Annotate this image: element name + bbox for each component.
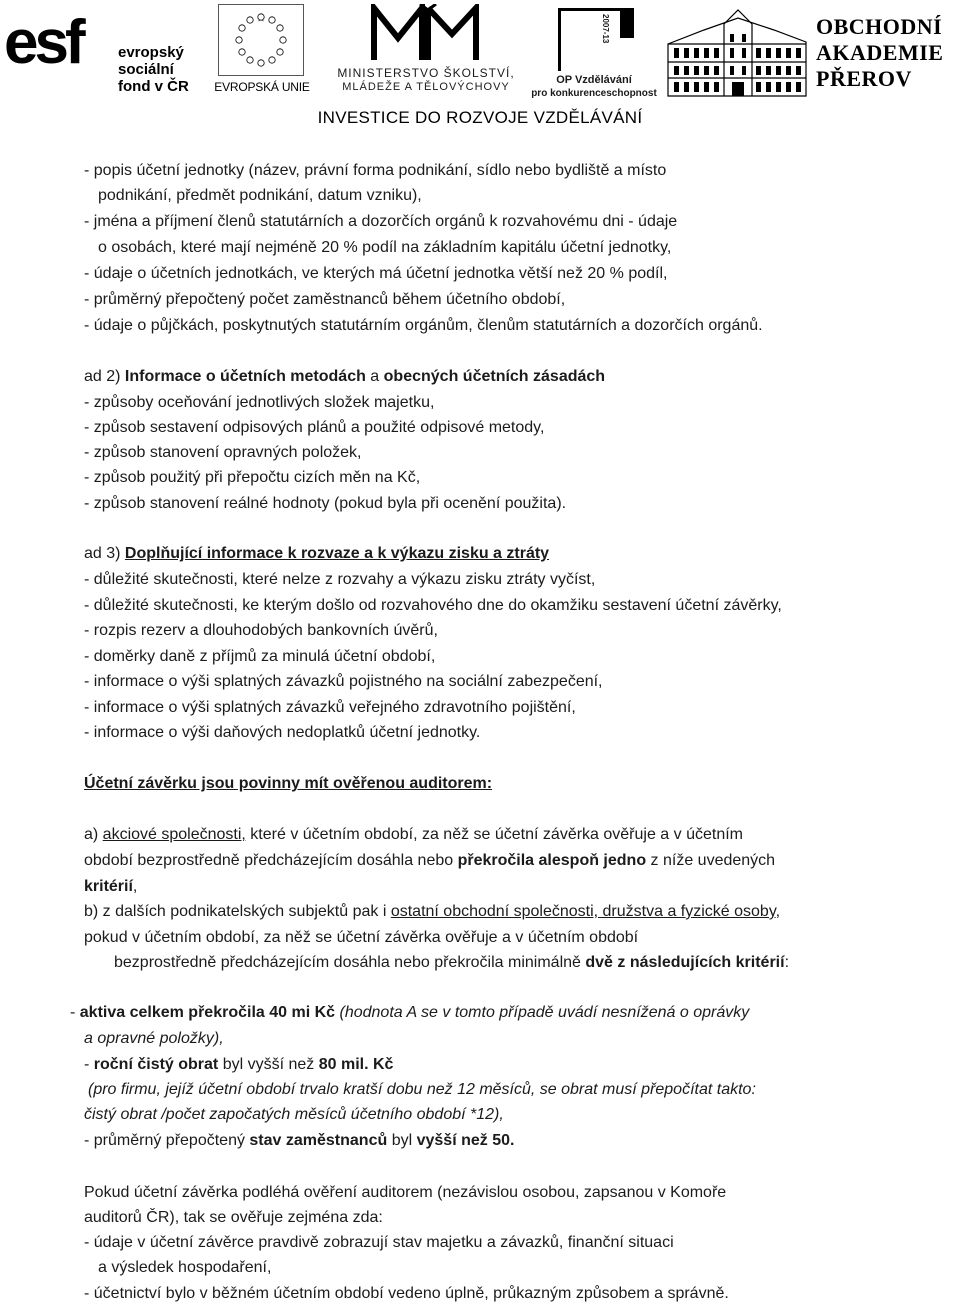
final-line-2: auditorů ČR), tak se ověřuje zejména zda:	[84, 1209, 383, 1226]
school-name-line-2: AKADEMIE	[816, 40, 944, 65]
criterion-assets-line-2: a opravné položky),	[84, 1030, 224, 1047]
msmt-emblem-icon	[370, 4, 480, 64]
op-vk-line-2: pro konkurenceschopnost	[531, 88, 657, 99]
ad3-line-7: - informace o výši daňových nedoplatků účetní jednotky.	[84, 724, 481, 741]
page-header	[0, 0, 960, 135]
op-vk-line-1: OP Vzdělávání	[556, 74, 632, 86]
audit-heading: Účetní závěrku jsou povinny mít ověřenou auditorem:	[84, 775, 493, 792]
criterion-turnover-note-2: čistý obrat /počet započatých měsíců účetního období *12),	[84, 1106, 504, 1123]
msmt-line-2: MLÁDEŽE A TĚLOVÝCHOVY	[342, 81, 510, 93]
investment-slogan: INVESTICE DO ROZVOJE VZDĚLÁVÁNÍ	[317, 108, 643, 127]
audit-b-line-1: b) z dalších podnikatelských subjektů pak i ostatní obchodní společnosti, družstva a fyzické osoby,	[84, 903, 781, 920]
list1-line-5: - údaje o účetních jednotkách, ve kterých má účetní jednotka větší než 20 % podíl,	[84, 265, 668, 282]
ad2-heading: ad 2) Informace o účetních metodách a obecných účetních zásadách	[84, 368, 606, 385]
ad3-heading: ad 3) Doplňující informace k rozvaze a k výkazu zisku a ztráty	[84, 545, 550, 562]
ad2-line-3: - způsob stanovení opravných položek,	[84, 444, 362, 461]
ad2-line-5: - způsob stanovení reálné hodnoty (pokud byla při ocenění použita).	[84, 495, 567, 512]
school-name-line-1: OBCHODNÍ	[816, 14, 943, 39]
final-line-5: - účetnictví bylo v běžném účetním období vedeno úplně, průkazným způsobem a správně.	[84, 1285, 729, 1302]
ad3-line-4: - doměrky daně z příjmů za minulá účetní období,	[84, 648, 436, 665]
school-name-line-3: PŘEROV	[816, 66, 912, 91]
criterion-assets: - aktiva celkem překročila 40 mi Kč (hodnota A se v tomto případě uvádí nesnížená o oprávky	[70, 1004, 750, 1021]
op-vk-logo	[530, 4, 658, 104]
audit-a-line-1: a) akciové společnosti, které v účetním období, za něž se účetní závěrka ověřuje a v účetním	[84, 826, 744, 843]
list1-line-6: - průměrný přepočtený počet zaměstnanců během účetního období,	[84, 291, 566, 308]
final-line-4: a výsledek hospodaření,	[98, 1259, 272, 1276]
esf-logo-text: evropský sociální fond v ČR	[118, 44, 189, 95]
final-line-3: - údaje v účetní závěrce pravdivě zobrazují stav majetku a závazků, finanční situaci	[84, 1234, 674, 1251]
school-building-icon	[664, 4, 810, 100]
eu-label: EVROPSKÁ UNIE	[214, 80, 310, 94]
esf-logo	[0, 8, 200, 100]
msmt-line-1: MINISTERSTVO ŠKOLSTVÍ,	[337, 66, 515, 80]
eu-flag-icon	[218, 4, 304, 76]
op-vk-mark-icon	[558, 8, 631, 71]
esf-logo-mark: esf	[4, 8, 82, 77]
audit-b-line-3: bezprostředně předcházejícím dosáhla nebo překročila minimálně dvě z následujících kritérií:	[114, 954, 790, 971]
list1-line-7: - údaje o půjčkách, poskytnutých statutárním orgánům, členům statutárních a dozorčích orgánů.	[84, 317, 763, 334]
ad3-line-3: - rozpis rezerv a dlouhodobých bankovních úvěrů,	[84, 622, 438, 639]
list1-line-3: - jména a příjmení členů statutárních a dozorčích orgánů k rozvahovému dni - údaje	[84, 213, 678, 230]
eu-logo	[206, 4, 318, 104]
ad3-line-6: - informace o výši splatných závazků veřejného zdravotního pojištění,	[84, 699, 576, 716]
audit-a-line-3: kritérií,	[84, 878, 138, 895]
audit-a-line-2: období bezprostředně předcházejícím dosáhla nebo překročila alespoň jedno z níže uvedených	[84, 852, 776, 869]
list1-line-1: - popis účetní jednotky (název, právní forma podnikání, sídlo nebo bydliště a místo	[84, 162, 667, 179]
ad3-line-1: - důležité skutečnosti, které nelze z rozvahy a výkazu zisku ztráty vyčíst,	[84, 571, 596, 588]
criterion-turnover-note-1: (pro firmu, jejíž účetní období trvalo kratší dobu než 12 měsíců, se obrat musí přepočítat takto:	[88, 1081, 756, 1098]
criterion-employees: - průměrný přepočtený stav zaměstnanců byl vyšší než 50.	[84, 1132, 515, 1149]
final-line-1: Pokud účetní závěrka podléhá ověření auditorem (nezávislou osobou, zapsanou v Komoře	[84, 1184, 727, 1201]
criterion-turnover: - roční čistý obrat byl vyšší než 80 mil. Kč	[84, 1056, 394, 1073]
ad3-line-5: - informace o výši splatných závazků pojistného na sociální zabezpečení,	[84, 673, 603, 690]
op-vk-years: 2007-13	[601, 14, 610, 44]
msmt-logo	[326, 2, 526, 102]
list1-line-2: podnikání, předmět podnikání, datum vzniku),	[98, 187, 422, 204]
audit-b-line-2: pokud v účetním období, za něž se účetní závěrka ověřuje a v účetním období	[84, 929, 639, 946]
ad2-line-2: - způsob sestavení odpisových plánů a použité odpisové metody,	[84, 419, 545, 436]
ad2-line-1: - způsoby oceňování jednotlivých složek majetku,	[84, 394, 435, 411]
ad3-line-2: - důležité skutečnosti, ke kterým došlo od rozvahového dne do okamžiku sestavení účetní závěrky,	[84, 597, 782, 614]
list1-line-4: o osobách, které mají nejméně 20 % podíl na základním kapitálu účetní jednotky,	[98, 239, 672, 256]
school-name-logo	[816, 14, 960, 104]
ad2-line-4: - způsob použitý při přepočtu cizích měn na Kč,	[84, 469, 421, 486]
